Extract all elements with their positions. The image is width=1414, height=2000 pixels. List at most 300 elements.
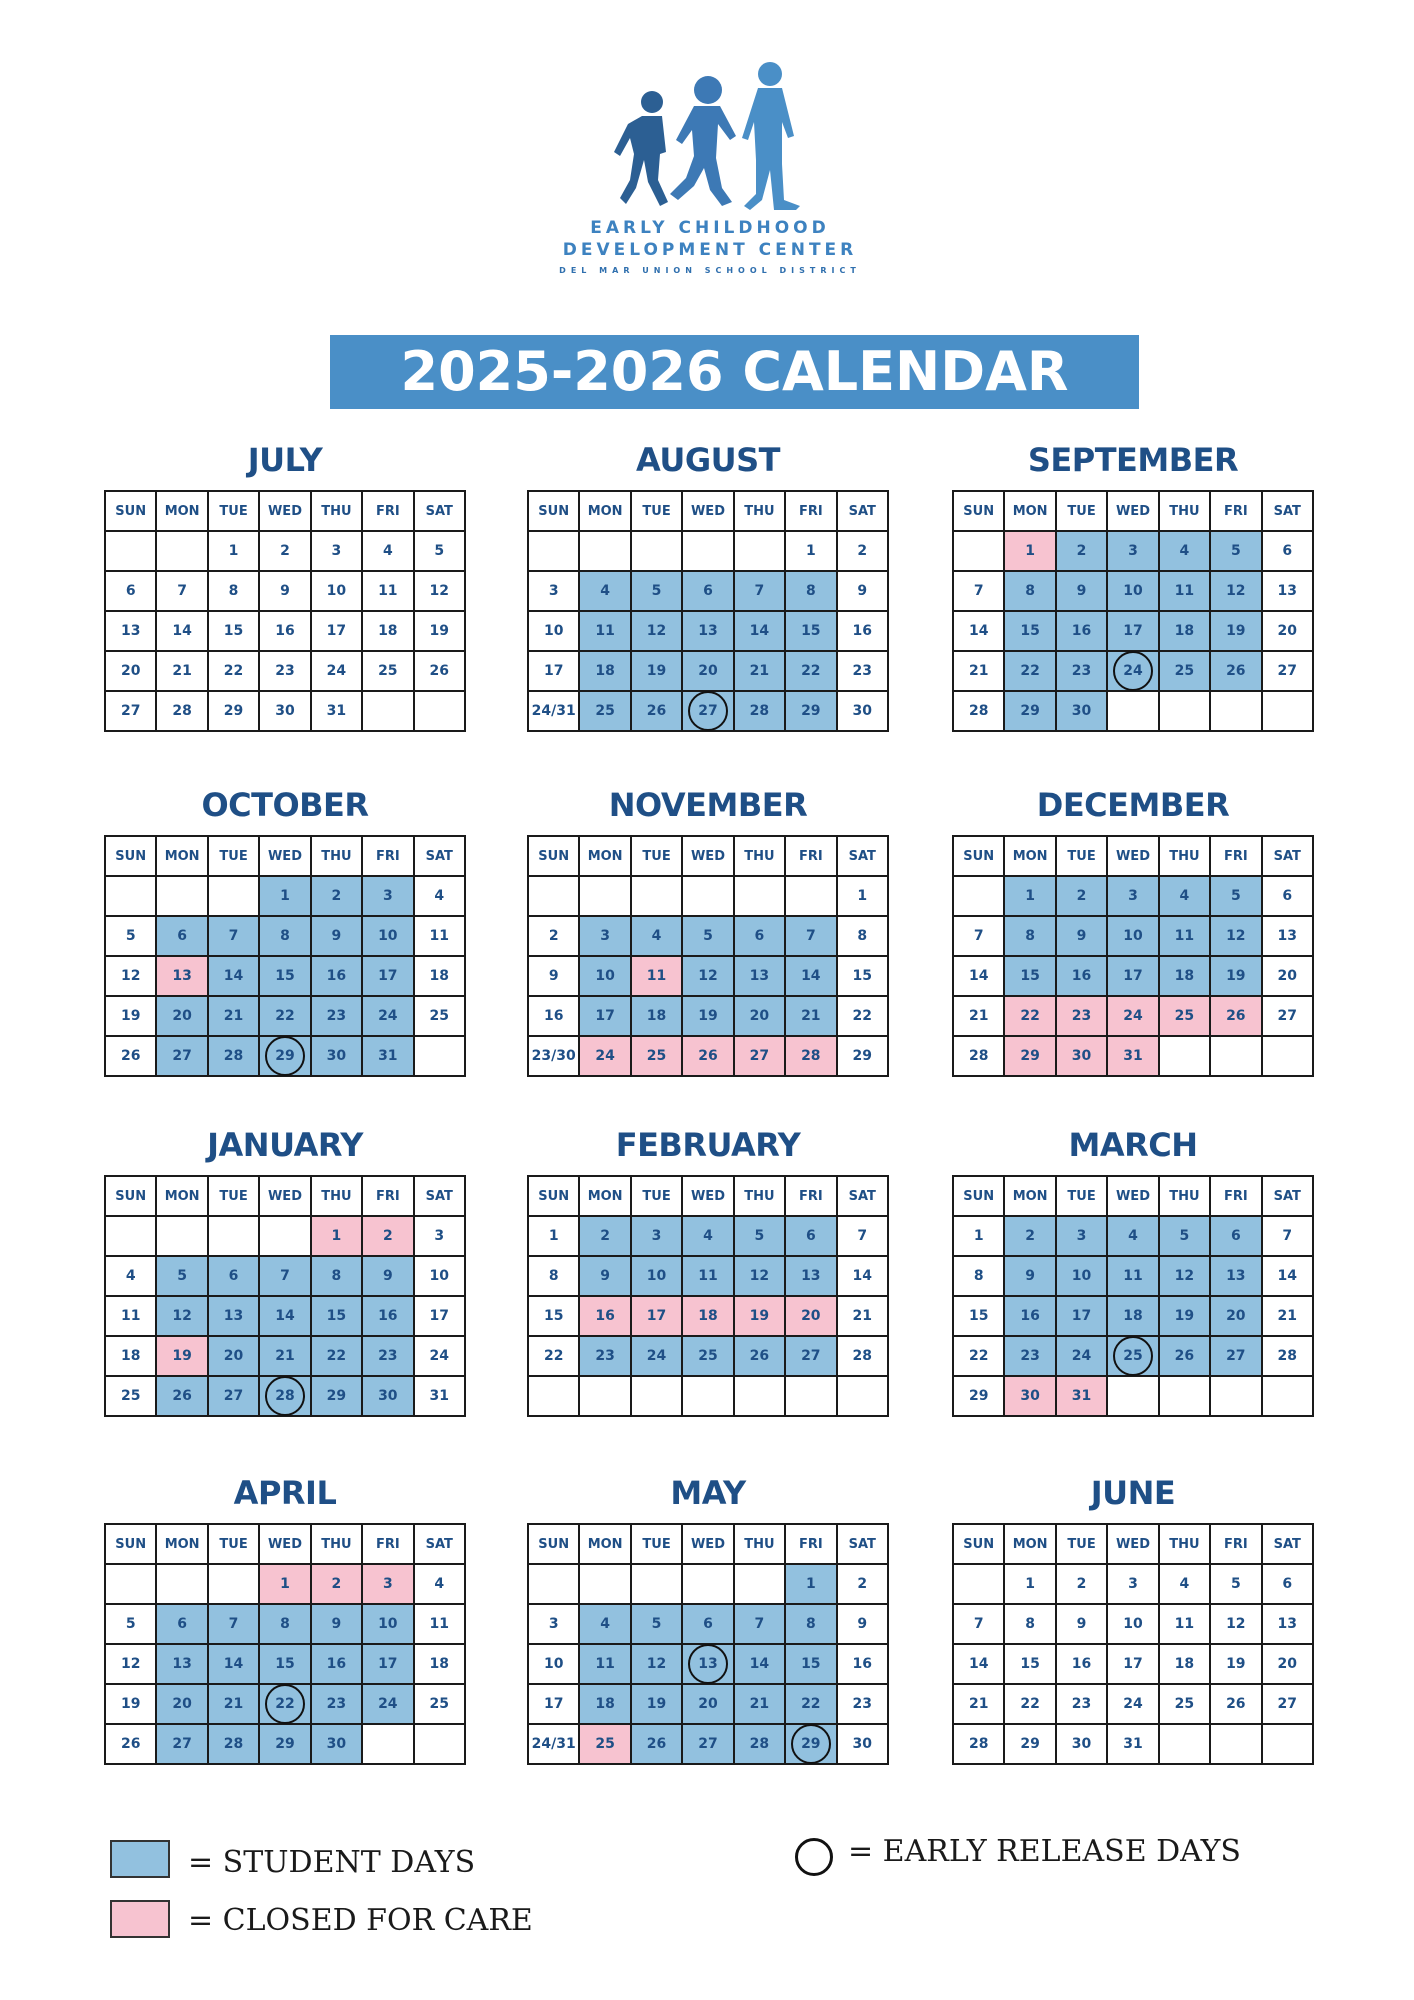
day-number: 2 bbox=[331, 1576, 342, 1592]
day-cell bbox=[259, 1564, 310, 1604]
day-cell bbox=[734, 1644, 785, 1684]
day-cell bbox=[1262, 531, 1313, 571]
day-number: 28 bbox=[749, 1736, 770, 1752]
day-cell bbox=[1107, 1684, 1158, 1724]
day-cell bbox=[785, 651, 836, 691]
day-number: 25 bbox=[698, 1348, 718, 1364]
day-cell bbox=[1107, 651, 1158, 691]
day-number: 4 bbox=[434, 1576, 445, 1592]
day-number: 17 bbox=[1123, 1656, 1143, 1672]
weekday-header: MON bbox=[579, 1524, 630, 1564]
day-number: 19 bbox=[120, 1008, 141, 1024]
day-number: 3 bbox=[600, 928, 610, 944]
day-cell bbox=[105, 571, 156, 611]
day-cell bbox=[528, 996, 579, 1036]
week-row bbox=[105, 1256, 465, 1296]
day-number: 31 bbox=[326, 703, 347, 719]
day-number: 30 bbox=[1071, 1048, 1092, 1064]
day-cell bbox=[156, 1644, 207, 1684]
day-number: 17 bbox=[595, 1008, 615, 1024]
day-cell bbox=[414, 916, 465, 956]
day-number: 10 bbox=[595, 968, 615, 984]
day-cell bbox=[734, 1036, 785, 1076]
day-number: 19 bbox=[120, 1696, 141, 1712]
day-cell bbox=[105, 651, 156, 691]
early-release-day-number: 29 bbox=[797, 1730, 825, 1758]
day-number: 26 bbox=[429, 663, 449, 679]
day-cell bbox=[734, 571, 785, 611]
day-cell bbox=[528, 1216, 579, 1256]
day-number: 4 bbox=[1179, 888, 1190, 904]
day-cell bbox=[528, 956, 579, 996]
day-cell bbox=[259, 571, 310, 611]
day-number: 24 bbox=[378, 1008, 398, 1024]
weekday-header: FRI bbox=[785, 1524, 836, 1564]
day-number: 25 bbox=[595, 1736, 615, 1752]
day-cell bbox=[1210, 996, 1261, 1036]
day-number: 27 bbox=[1277, 1008, 1297, 1024]
day-number: 3 bbox=[548, 583, 559, 599]
day-number: 23 bbox=[326, 1696, 347, 1712]
day-cell bbox=[208, 1644, 259, 1684]
weekday-header: MON bbox=[579, 836, 630, 876]
week-row bbox=[953, 1256, 1313, 1296]
day-number: 5 bbox=[1230, 1576, 1241, 1592]
day-number: 14 bbox=[749, 1656, 770, 1672]
day-cell bbox=[1262, 1684, 1313, 1724]
day-number: 28 bbox=[968, 703, 989, 719]
empty-cell bbox=[579, 876, 630, 916]
day-cell bbox=[837, 611, 888, 651]
day-cell bbox=[631, 611, 682, 651]
day-number: 8 bbox=[805, 583, 816, 599]
day-number: 16 bbox=[1020, 1308, 1040, 1324]
day-cell bbox=[1004, 996, 1055, 1036]
month-name: JUNE bbox=[1090, 1474, 1176, 1512]
day-number: 4 bbox=[600, 1616, 610, 1632]
day-number: 18 bbox=[429, 1656, 449, 1672]
day-number: 1 bbox=[1025, 1576, 1035, 1592]
day-number: 20 bbox=[1277, 968, 1297, 984]
day-cell bbox=[414, 651, 465, 691]
day-cell bbox=[631, 1216, 682, 1256]
empty-cell bbox=[785, 876, 836, 916]
empty-cell bbox=[156, 876, 207, 916]
day-number: 28 bbox=[1277, 1348, 1297, 1364]
day-number: 10 bbox=[543, 1656, 564, 1672]
day-number: 2 bbox=[280, 543, 290, 559]
day-number: 20 bbox=[698, 663, 718, 679]
day-number: 6 bbox=[754, 928, 765, 944]
day-cell bbox=[528, 1296, 579, 1336]
day-number: 15 bbox=[543, 1308, 564, 1324]
day-cell bbox=[1159, 1296, 1210, 1336]
day-number: 6 bbox=[703, 583, 713, 599]
empty-cell bbox=[1262, 1724, 1313, 1764]
day-cell bbox=[259, 1724, 310, 1764]
day-number: 27 bbox=[120, 703, 141, 719]
week-row bbox=[105, 1564, 465, 1604]
day-cell bbox=[414, 1256, 465, 1296]
day-number: 22 bbox=[1020, 1008, 1040, 1024]
day-cell bbox=[631, 1604, 682, 1644]
day-number: 19 bbox=[429, 623, 449, 639]
day-number: 21 bbox=[852, 1308, 872, 1324]
weekday-header: FRI bbox=[1210, 836, 1261, 876]
day-number: 26 bbox=[1174, 1348, 1195, 1364]
weekday-header: THU bbox=[311, 1524, 362, 1564]
day-cell bbox=[1262, 1644, 1313, 1684]
day-cell bbox=[362, 1036, 413, 1076]
day-cell bbox=[414, 1644, 465, 1684]
weekday-header: SAT bbox=[1262, 836, 1313, 876]
empty-cell bbox=[734, 876, 785, 916]
month-name: MAY bbox=[670, 1474, 746, 1512]
weekday-header-row bbox=[105, 1176, 465, 1216]
day-cell bbox=[259, 1376, 310, 1416]
day-cell bbox=[837, 1644, 888, 1684]
day-cell bbox=[1107, 531, 1158, 571]
week-row bbox=[528, 956, 888, 996]
day-cell bbox=[1159, 1684, 1210, 1724]
early-release-day-number: 22 bbox=[271, 1690, 299, 1718]
weekday-header: SAT bbox=[1262, 1176, 1313, 1216]
weekday-header: SAT bbox=[1262, 1524, 1313, 1564]
day-cell bbox=[1056, 1724, 1107, 1764]
day-number: 13 bbox=[749, 968, 770, 984]
day-number: 5 bbox=[703, 928, 713, 944]
day-cell bbox=[1056, 956, 1107, 996]
empty-cell bbox=[837, 1376, 888, 1416]
day-number: 6 bbox=[1282, 543, 1293, 559]
day-cell bbox=[311, 1684, 362, 1724]
day-cell bbox=[1004, 651, 1055, 691]
weekday-header: SUN bbox=[105, 1524, 156, 1564]
empty-cell bbox=[1107, 1376, 1158, 1416]
day-cell bbox=[734, 1256, 785, 1296]
week-row bbox=[105, 1336, 465, 1376]
weekday-header: MON bbox=[1004, 1524, 1055, 1564]
weekday-header: MON bbox=[1004, 836, 1055, 876]
day-number: 7 bbox=[754, 1616, 765, 1632]
weekday-header: THU bbox=[1159, 491, 1210, 531]
day-cell bbox=[414, 1376, 465, 1416]
empty-cell bbox=[1210, 1376, 1261, 1416]
weekday-header-row bbox=[528, 836, 888, 876]
day-cell bbox=[414, 611, 465, 651]
day-cell bbox=[362, 916, 413, 956]
weekday-header: TUE bbox=[631, 1176, 682, 1216]
day-cell bbox=[362, 1684, 413, 1724]
day-cell bbox=[1159, 916, 1210, 956]
month-grid bbox=[952, 490, 1314, 732]
weekday-header-row bbox=[105, 836, 465, 876]
day-number: 16 bbox=[852, 1656, 872, 1672]
day-number: 31 bbox=[429, 1388, 449, 1404]
empty-cell bbox=[785, 1376, 836, 1416]
day-cell bbox=[1262, 571, 1313, 611]
weekday-header: MON bbox=[1004, 491, 1055, 531]
week-row bbox=[953, 1296, 1313, 1336]
day-cell bbox=[208, 916, 259, 956]
empty-cell bbox=[579, 1376, 630, 1416]
day-cell bbox=[1210, 956, 1261, 996]
day-cell bbox=[1262, 1216, 1313, 1256]
weekday-header: WED bbox=[259, 836, 310, 876]
day-number: 9 bbox=[1025, 1268, 1035, 1284]
weekday-header: FRI bbox=[785, 491, 836, 531]
day-cell bbox=[208, 956, 259, 996]
day-cell bbox=[785, 1256, 836, 1296]
day-cell bbox=[1056, 1296, 1107, 1336]
day-cell bbox=[837, 1216, 888, 1256]
empty-cell bbox=[682, 531, 733, 571]
day-number: 16 bbox=[1071, 968, 1092, 984]
day-number: 2 bbox=[857, 543, 868, 559]
day-cell bbox=[953, 1604, 1004, 1644]
day-cell bbox=[1056, 876, 1107, 916]
day-number: 27 bbox=[1277, 663, 1297, 679]
empty-cell bbox=[682, 876, 733, 916]
day-cell bbox=[1107, 1604, 1158, 1644]
day-cell bbox=[953, 1684, 1004, 1724]
day-cell bbox=[414, 1564, 465, 1604]
month-grid bbox=[104, 1175, 466, 1417]
day-cell bbox=[414, 996, 465, 1036]
day-number: 17 bbox=[646, 1308, 667, 1324]
empty-cell bbox=[1262, 691, 1313, 731]
day-number: 29 bbox=[1020, 1736, 1040, 1752]
day-cell bbox=[1262, 611, 1313, 651]
day-number: 12 bbox=[1226, 928, 1246, 944]
day-number: 3 bbox=[331, 543, 342, 559]
empty-cell bbox=[208, 1216, 259, 1256]
early-release-day-number: 27 bbox=[694, 697, 722, 725]
empty-cell bbox=[1262, 1376, 1313, 1416]
day-number: 28 bbox=[223, 1048, 244, 1064]
day-cell bbox=[631, 571, 682, 611]
day-number: 25 bbox=[429, 1696, 449, 1712]
day-cell bbox=[734, 1724, 785, 1764]
day-number: 21 bbox=[968, 1696, 989, 1712]
day-cell bbox=[734, 916, 785, 956]
logo-district: DEL MAR UNION SCHOOL DISTRICT bbox=[559, 266, 861, 275]
month-grid bbox=[952, 1523, 1314, 1765]
weekday-header: SAT bbox=[414, 491, 465, 531]
day-number: 13 bbox=[801, 1268, 821, 1284]
day-cell bbox=[105, 1336, 156, 1376]
empty-cell bbox=[734, 1376, 785, 1416]
month-grid bbox=[527, 490, 889, 732]
day-cell bbox=[837, 996, 888, 1036]
weekday-header: SUN bbox=[528, 836, 579, 876]
empty-cell bbox=[414, 1724, 465, 1764]
day-cell bbox=[953, 611, 1004, 651]
early-release-day-number: 25 bbox=[1119, 1342, 1147, 1370]
day-number: 17 bbox=[326, 623, 347, 639]
day-cell bbox=[414, 571, 465, 611]
day-cell bbox=[528, 1724, 579, 1764]
week-row bbox=[953, 876, 1313, 916]
day-number: 1 bbox=[331, 1228, 342, 1244]
day-cell bbox=[785, 1336, 836, 1376]
day-number: 24 bbox=[1123, 1008, 1143, 1024]
day-cell bbox=[1107, 611, 1158, 651]
day-number: 29 bbox=[968, 1388, 989, 1404]
week-row bbox=[105, 1036, 465, 1076]
day-cell bbox=[414, 1684, 465, 1724]
month-february bbox=[527, 1125, 889, 1417]
day-cell bbox=[785, 916, 836, 956]
day-cell bbox=[311, 1604, 362, 1644]
month-october bbox=[104, 785, 466, 1077]
day-number: 22 bbox=[326, 1348, 347, 1364]
empty-cell bbox=[362, 1724, 413, 1764]
day-number: 1 bbox=[857, 888, 868, 904]
day-cell bbox=[1004, 876, 1055, 916]
day-cell bbox=[1056, 1376, 1107, 1416]
day-number: 13 bbox=[1277, 928, 1297, 944]
day-number: 23 bbox=[275, 663, 295, 679]
weekday-header-row bbox=[105, 1524, 465, 1564]
day-cell bbox=[1210, 876, 1261, 916]
day-cell bbox=[1262, 876, 1313, 916]
day-cell bbox=[105, 1644, 156, 1684]
week-row bbox=[528, 876, 888, 916]
weekday-header: FRI bbox=[1210, 1176, 1261, 1216]
day-cell bbox=[414, 1216, 465, 1256]
day-cell bbox=[682, 651, 733, 691]
day-number: 20 bbox=[698, 1696, 718, 1712]
day-number: 17 bbox=[543, 663, 564, 679]
week-row bbox=[953, 1724, 1313, 1764]
day-number: 12 bbox=[429, 583, 449, 599]
day-number: 1 bbox=[228, 543, 239, 559]
day-cell bbox=[682, 1604, 733, 1644]
weekday-header-row bbox=[953, 1524, 1313, 1564]
day-number: 14 bbox=[223, 1656, 244, 1672]
empty-cell bbox=[105, 876, 156, 916]
weekday-header: WED bbox=[259, 1176, 310, 1216]
empty-cell bbox=[528, 531, 579, 571]
day-number: 19 bbox=[646, 1696, 667, 1712]
day-cell bbox=[311, 1644, 362, 1684]
day-number: 6 bbox=[1282, 888, 1293, 904]
weekday-header: THU bbox=[1159, 1524, 1210, 1564]
weekday-header: FRI bbox=[1210, 1524, 1261, 1564]
day-cell bbox=[1004, 1216, 1055, 1256]
weekday-header: FRI bbox=[362, 1176, 413, 1216]
day-number: 7 bbox=[754, 583, 765, 599]
day-number: 2 bbox=[548, 928, 559, 944]
day-cell bbox=[311, 1376, 362, 1416]
day-cell bbox=[953, 1336, 1004, 1376]
day-number: 14 bbox=[801, 968, 821, 984]
day-number: 12 bbox=[1174, 1268, 1195, 1284]
weekday-header: FRI bbox=[362, 1524, 413, 1564]
day-number: 28 bbox=[223, 1736, 244, 1752]
weekday-header: SAT bbox=[414, 1176, 465, 1216]
day-cell bbox=[208, 1724, 259, 1764]
day-cell bbox=[1056, 916, 1107, 956]
day-number: 20 bbox=[223, 1348, 244, 1364]
day-cell bbox=[1210, 651, 1261, 691]
week-row bbox=[953, 691, 1313, 731]
day-cell bbox=[579, 1256, 630, 1296]
day-cell bbox=[785, 1216, 836, 1256]
empty-cell bbox=[1159, 1376, 1210, 1416]
day-cell bbox=[579, 571, 630, 611]
day-cell bbox=[528, 1256, 579, 1296]
day-number: 23 bbox=[326, 1008, 347, 1024]
day-cell bbox=[1056, 996, 1107, 1036]
day-number: 22 bbox=[1020, 663, 1040, 679]
weekday-header-row bbox=[953, 491, 1313, 531]
month-name: NOVEMBER bbox=[608, 786, 808, 824]
weekday-header: SUN bbox=[953, 491, 1004, 531]
day-cell bbox=[105, 1604, 156, 1644]
day-cell bbox=[208, 996, 259, 1036]
day-number: 3 bbox=[651, 1228, 662, 1244]
weekday-header: SAT bbox=[414, 1524, 465, 1564]
day-number: 10 bbox=[543, 623, 564, 639]
week-row bbox=[105, 916, 465, 956]
day-number: 9 bbox=[382, 1268, 393, 1284]
month-name: DECEMBER bbox=[1036, 786, 1230, 824]
day-cell bbox=[682, 571, 733, 611]
day-cell bbox=[734, 651, 785, 691]
day-number: 8 bbox=[228, 583, 239, 599]
day-cell bbox=[837, 691, 888, 731]
day-cell bbox=[785, 1564, 836, 1604]
day-number: 18 bbox=[1174, 968, 1195, 984]
day-number: 13 bbox=[172, 968, 192, 984]
day-cell bbox=[311, 531, 362, 571]
weekday-header: WED bbox=[1107, 1524, 1158, 1564]
week-row bbox=[953, 611, 1313, 651]
day-number: 9 bbox=[857, 1616, 868, 1632]
day-cell bbox=[953, 651, 1004, 691]
month-april bbox=[104, 1473, 466, 1765]
day-number: 10 bbox=[1123, 1616, 1143, 1632]
month-july bbox=[104, 440, 466, 732]
day-cell bbox=[105, 1376, 156, 1416]
day-number: 20 bbox=[120, 663, 141, 679]
weekday-header: SUN bbox=[528, 1524, 579, 1564]
weekday-header: SAT bbox=[837, 1524, 888, 1564]
day-cell bbox=[208, 531, 259, 571]
day-number: 30 bbox=[326, 1736, 347, 1752]
day-number: 2 bbox=[1076, 1576, 1087, 1592]
weekday-header: SAT bbox=[837, 836, 888, 876]
day-cell bbox=[259, 1644, 310, 1684]
empty-cell bbox=[1159, 691, 1210, 731]
day-number: 6 bbox=[125, 583, 136, 599]
weekday-header: MON bbox=[579, 1176, 630, 1216]
day-cell bbox=[837, 1604, 888, 1644]
month-grid bbox=[527, 835, 889, 1077]
day-cell bbox=[682, 916, 733, 956]
day-cell bbox=[528, 691, 579, 731]
week-row bbox=[953, 1036, 1313, 1076]
day-number: 14 bbox=[223, 968, 244, 984]
day-cell bbox=[785, 1036, 836, 1076]
week-row bbox=[105, 996, 465, 1036]
day-cell bbox=[1004, 1296, 1055, 1336]
day-cell bbox=[414, 531, 465, 571]
day-cell bbox=[631, 916, 682, 956]
day-number: 7 bbox=[973, 928, 984, 944]
